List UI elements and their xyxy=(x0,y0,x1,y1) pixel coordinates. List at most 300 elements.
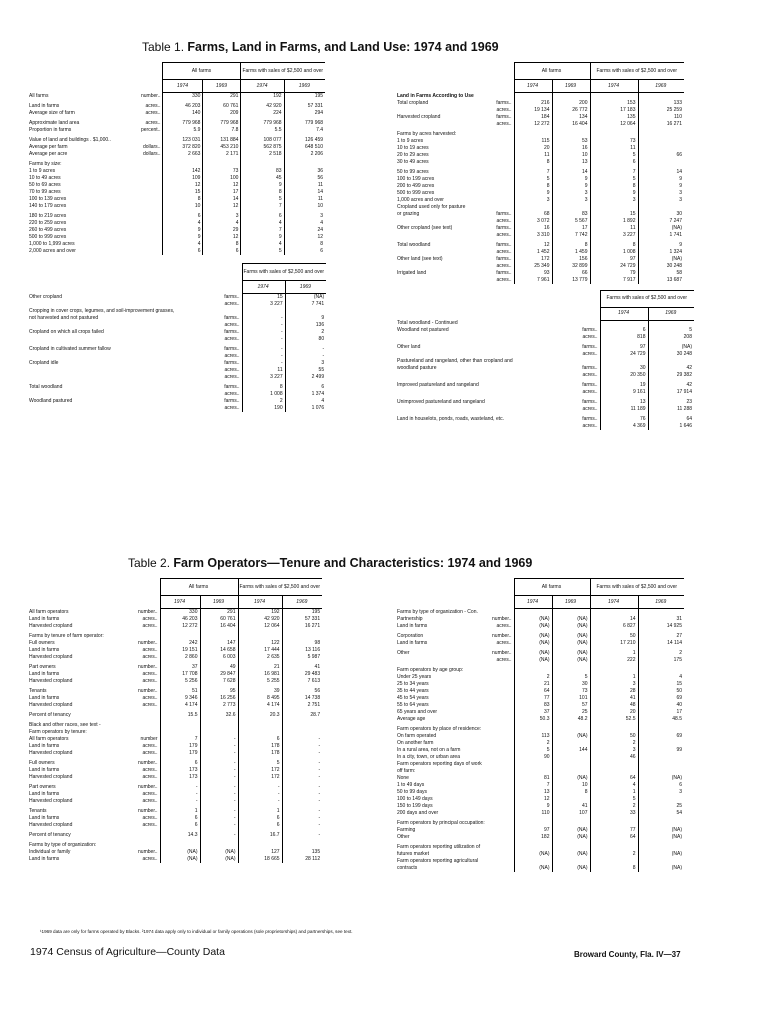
cell-value: (NA) xyxy=(160,849,200,856)
cell-value xyxy=(590,93,638,100)
table-row xyxy=(396,382,694,389)
cell-value: 6 xyxy=(241,213,284,220)
cell-value: 64 xyxy=(648,416,694,423)
row-label: Farms by type of organization: xyxy=(29,842,97,848)
row-label xyxy=(396,218,486,225)
table-row xyxy=(28,671,322,678)
cell-value: 14 xyxy=(203,196,241,203)
table-row xyxy=(28,353,326,360)
cell-value xyxy=(552,844,590,851)
cell-value: 60 761 xyxy=(203,103,241,110)
row-label xyxy=(28,353,196,360)
table-row xyxy=(396,740,684,747)
row-unit xyxy=(486,834,514,841)
year-header xyxy=(28,596,322,609)
cell-value: 7.4 xyxy=(284,127,325,134)
cell-value xyxy=(590,858,638,865)
cell-value: 3 xyxy=(590,681,638,688)
row-label xyxy=(396,351,574,358)
cell-value: 1 646 xyxy=(648,423,694,430)
cell-value xyxy=(552,858,590,865)
cell-value: 9 346 xyxy=(160,695,200,702)
cell-value: 5 xyxy=(590,176,638,183)
year-label: 1974 xyxy=(242,281,285,294)
table-row xyxy=(28,161,325,168)
cell-value: 11 288 xyxy=(648,406,694,413)
cell-value: (NA) xyxy=(638,865,684,872)
data-table xyxy=(396,290,694,431)
cell-value: (NA) xyxy=(552,657,590,664)
row-unit xyxy=(486,197,514,204)
row-unit xyxy=(486,820,514,827)
table-row xyxy=(396,114,684,121)
cell-value: 5 256 xyxy=(160,678,200,685)
row-label: Woodland not pastured xyxy=(397,327,449,333)
table-row xyxy=(28,196,325,203)
cell-value: 779 968 xyxy=(163,120,203,127)
table-row xyxy=(28,137,325,144)
row-label: Harvested cropland xyxy=(29,702,73,708)
row-label: Farm operators by place of residence: xyxy=(397,725,482,732)
row-unit: number.. xyxy=(138,849,158,855)
cell-value: 1 324 xyxy=(638,249,684,256)
row-unit: number.. xyxy=(138,784,158,790)
row-unit: acres.. xyxy=(142,767,158,773)
cell-value: 3 227 xyxy=(590,232,638,239)
row-unit: acres.. xyxy=(582,423,598,429)
table-row xyxy=(396,650,684,657)
cell-value: 15 xyxy=(638,681,684,688)
table-row xyxy=(396,851,684,858)
cell-value: 53 xyxy=(552,138,590,145)
cell-value: - xyxy=(238,791,282,798)
row-unit: number.. xyxy=(141,92,161,99)
cell-value: - xyxy=(200,774,238,781)
table-row xyxy=(396,121,684,128)
cell-value: - xyxy=(200,815,238,822)
row-label: Harvested cropland xyxy=(29,654,73,660)
cell-value: 142 xyxy=(163,168,203,175)
row-label: In a rural area, not on a farm xyxy=(397,746,461,753)
column-group-label: Farms with sales of $2,500 and over xyxy=(242,264,326,281)
cell-value xyxy=(600,358,648,365)
cell-value: 178 xyxy=(238,750,282,757)
cell-value: 80 xyxy=(285,336,326,343)
table-row xyxy=(396,609,684,616)
table-row xyxy=(28,360,326,367)
table-row xyxy=(396,782,684,789)
row-label: Woodland pastured xyxy=(29,398,73,404)
table-row xyxy=(28,93,325,101)
cell-value xyxy=(638,740,684,747)
footer-page-id: Broward County, Fla. IV—37 xyxy=(574,950,681,959)
row-label: 150 to 199 days xyxy=(397,802,433,809)
cell-value: 175 xyxy=(638,657,684,664)
row-label: All farms xyxy=(29,92,49,99)
cell-value: 13 779 xyxy=(552,277,590,284)
cell-value: 12 xyxy=(203,203,241,210)
row-unit xyxy=(136,712,160,719)
cell-value: 6 xyxy=(163,213,203,220)
cell-value: 42 920 xyxy=(241,103,284,110)
cell-value: 17 914 xyxy=(648,389,694,396)
cell-value: 11 xyxy=(590,145,638,152)
cell-value: 172 xyxy=(514,256,552,263)
year-label: 1969 xyxy=(638,80,684,93)
row-label: 50 to 99 days xyxy=(397,788,428,795)
table-row xyxy=(28,103,325,110)
cell-value: 5 xyxy=(238,760,282,767)
row-label xyxy=(28,301,196,308)
cell-value: 66 xyxy=(552,270,590,277)
year-label: 1969 xyxy=(285,281,326,294)
cell-value: 20 350 xyxy=(600,372,648,379)
row-label xyxy=(28,322,196,329)
row-label: Land in Farms According to Use xyxy=(397,92,474,99)
cell-value: 25 xyxy=(638,803,684,810)
row-unit xyxy=(486,190,514,197)
row-unit: acres.. xyxy=(496,231,512,238)
cell-value: 779 968 xyxy=(284,120,325,127)
row-unit: acres.. xyxy=(582,389,598,395)
row-label: Average size of farm xyxy=(29,110,75,116)
table-row xyxy=(396,667,684,674)
cell-value: 172 xyxy=(238,767,282,774)
table1-left-panel xyxy=(28,62,326,412)
row-unit: number.. xyxy=(138,640,158,646)
cell-value: 5 xyxy=(514,176,552,183)
cell-value xyxy=(160,729,200,736)
cell-value: 12 064 xyxy=(590,121,638,128)
cell-value: 7 xyxy=(514,782,552,789)
cell-value: 83 xyxy=(552,211,590,218)
cell-value: - xyxy=(285,346,326,353)
cell-value: 30 xyxy=(638,211,684,218)
table-row xyxy=(28,213,325,220)
cell-value: (NA) xyxy=(552,775,590,782)
cell-value: 97 xyxy=(600,344,648,351)
row-unit: number.. xyxy=(492,649,512,656)
cell-value xyxy=(514,131,552,138)
cell-value: 113 xyxy=(514,733,552,740)
table-row xyxy=(396,131,684,138)
cell-value: 8 495 xyxy=(238,695,282,702)
column-group-header xyxy=(396,579,684,596)
table-row xyxy=(396,232,684,239)
table-row xyxy=(28,120,325,127)
cell-value: 17 183 xyxy=(590,107,638,114)
table-row xyxy=(28,227,325,234)
cell-value: 21 xyxy=(514,681,552,688)
table-row xyxy=(396,423,694,430)
row-unit xyxy=(486,204,514,211)
row-unit: farms.. xyxy=(496,255,512,262)
cell-value: 8 xyxy=(514,183,552,190)
row-label: Harvested cropland xyxy=(29,774,73,780)
table-row xyxy=(28,678,322,685)
cell-value: 6 xyxy=(284,248,325,255)
cell-value xyxy=(638,204,684,211)
cell-value: 4 369 xyxy=(600,423,648,430)
cell-value: 29 483 xyxy=(282,671,322,678)
cell-value: 4 xyxy=(163,220,203,227)
table-row xyxy=(396,820,684,827)
cell-value: 144 xyxy=(552,747,590,754)
year-label: 1969 xyxy=(282,596,322,609)
row-unit: number.. xyxy=(138,608,158,615)
column-group-label: All farms xyxy=(514,579,590,596)
row-label: 20 to 29 acres xyxy=(397,151,429,158)
cell-value: 83 xyxy=(241,168,284,175)
row-unit: acres.. xyxy=(145,110,161,116)
table-row xyxy=(28,640,322,647)
row-unit: acres.. xyxy=(224,405,240,411)
row-unit xyxy=(136,633,160,640)
cell-value: 9 xyxy=(241,182,284,189)
row-label xyxy=(396,263,486,270)
cell-value: 1 452 xyxy=(514,249,552,256)
cell-value: 29 xyxy=(203,227,241,234)
row-unit: farms.. xyxy=(496,210,512,217)
row-label: Improved pastureland and rangeland xyxy=(397,382,479,388)
row-unit xyxy=(486,851,514,858)
header-spacer xyxy=(396,80,514,93)
cell-value: 97 xyxy=(514,827,552,834)
table-row xyxy=(28,832,322,839)
cell-value: (NA) xyxy=(638,256,684,263)
cell-value: 3 xyxy=(552,197,590,204)
cell-value xyxy=(514,858,552,865)
cell-value: 56 xyxy=(282,688,322,695)
table-row xyxy=(396,688,684,695)
row-unit: acres.. xyxy=(145,120,161,126)
row-label: Harvested cropland xyxy=(397,113,441,120)
cell-value: 14 738 xyxy=(282,695,322,702)
row-unit: acres.. xyxy=(142,856,158,862)
table-row xyxy=(396,100,684,107)
cell-value: 8 xyxy=(163,196,203,203)
row-unit: acres.. xyxy=(142,822,158,828)
cell-value: 13 xyxy=(552,159,590,166)
cell-value: 3 310 xyxy=(514,232,552,239)
cell-value xyxy=(282,633,322,640)
year-header xyxy=(396,80,684,93)
row-label: Corporation xyxy=(397,632,424,639)
row-label xyxy=(28,405,196,412)
cell-value xyxy=(552,740,590,747)
row-label: 500 to 999 acres xyxy=(29,234,67,240)
cell-value: 5 567 xyxy=(552,218,590,225)
column-group-header xyxy=(396,290,694,307)
cell-value: 8 xyxy=(203,241,241,248)
table-row xyxy=(396,218,684,225)
year-label: 1969 xyxy=(648,307,694,320)
cell-value xyxy=(638,820,684,827)
cell-value: 184 xyxy=(514,114,552,121)
cell-value: 7 613 xyxy=(282,678,322,685)
cell-value: 208 xyxy=(648,334,694,341)
cell-value: 90 xyxy=(514,754,552,761)
year-label: 1969 xyxy=(200,596,238,609)
row-unit xyxy=(196,308,242,315)
cell-value: 95 xyxy=(200,688,238,695)
cell-value: 3 227 xyxy=(242,374,285,381)
row-label: 45 to 54 years xyxy=(397,694,429,701)
row-label: Land in farms xyxy=(29,791,60,797)
table-row xyxy=(28,664,322,671)
table-row xyxy=(28,336,326,343)
cell-value: 5 xyxy=(590,796,638,803)
cell-value: 3 xyxy=(638,197,684,204)
header-spacer xyxy=(28,63,163,80)
row-label: Pastureland and rangeland, other than cropland and xyxy=(397,358,513,364)
year-header xyxy=(28,281,326,294)
table-row xyxy=(28,398,326,405)
cell-value: 16 271 xyxy=(282,623,322,630)
cell-value: 21 xyxy=(238,664,282,671)
cell-value: 2 663 xyxy=(163,151,203,158)
cell-value: 13 116 xyxy=(282,647,322,654)
row-unit xyxy=(140,168,163,175)
cell-value: (NA) xyxy=(514,623,552,630)
row-label: Other xyxy=(397,833,410,840)
row-label: Total cropland xyxy=(397,99,429,106)
row-unit: number.. xyxy=(138,688,158,694)
header-spacer xyxy=(28,579,160,596)
cell-value: 16 404 xyxy=(200,623,238,630)
cell-value: 2 860 xyxy=(160,654,200,661)
cell-value: 16 256 xyxy=(200,695,238,702)
cell-value: 453 210 xyxy=(203,144,241,151)
cell-value: 110 xyxy=(514,810,552,817)
table-row xyxy=(28,842,322,849)
cell-value: 2 xyxy=(242,398,285,405)
cell-value: - xyxy=(242,322,285,329)
cell-value: - xyxy=(242,315,285,322)
cell-value: - xyxy=(282,767,322,774)
row-unit: acres.. xyxy=(496,248,512,255)
cell-value: 242 xyxy=(160,640,200,647)
row-unit: acres.. xyxy=(496,276,512,283)
cell-value: - xyxy=(282,743,322,750)
row-unit xyxy=(486,754,514,761)
cell-value: 14 xyxy=(552,169,590,176)
cell-value: 818 xyxy=(600,334,648,341)
data-table xyxy=(396,578,684,872)
year-label: 1974 xyxy=(514,80,552,93)
table-row xyxy=(396,834,684,841)
cell-value: 4 xyxy=(638,674,684,681)
cell-value xyxy=(638,138,684,145)
cell-value: 49 xyxy=(200,664,238,671)
cell-value: 68 xyxy=(514,211,552,218)
row-label: Farm operators reporting agricultural xyxy=(397,857,479,864)
table-row xyxy=(396,263,684,270)
cell-value: 10 xyxy=(552,782,590,789)
cell-value: - xyxy=(282,798,322,805)
cell-value: 27 xyxy=(638,633,684,640)
cell-value xyxy=(200,633,238,640)
cell-value: 156 xyxy=(552,256,590,263)
row-label: Land in farms xyxy=(29,743,60,749)
year-label: 1969 xyxy=(638,596,684,609)
cell-value: 64 xyxy=(590,775,638,782)
cell-value: 3 xyxy=(552,190,590,197)
cell-value: (NA) xyxy=(638,851,684,858)
row-unit xyxy=(486,803,514,810)
cell-value: 32.6 xyxy=(200,712,238,719)
year-label: 1974 xyxy=(590,80,638,93)
cell-value: 37 xyxy=(514,709,552,716)
row-label: 1,000 acres and over xyxy=(397,196,444,203)
row-label: Cropland idle xyxy=(29,360,59,366)
cell-value: 4 xyxy=(284,220,325,227)
cell-value xyxy=(514,844,552,851)
row-label xyxy=(396,657,486,664)
row-unit xyxy=(486,609,514,616)
cell-value: 7 628 xyxy=(200,678,238,685)
column-group-label: Farms with sales of $2,500 and over xyxy=(241,63,325,80)
row-unit: acres.. xyxy=(224,322,240,328)
table-row xyxy=(28,760,322,767)
footer-publication: 1974 Census of Agriculture—County Data xyxy=(30,946,225,958)
cell-value xyxy=(552,796,590,803)
row-unit: farms.. xyxy=(224,346,240,352)
cell-value xyxy=(590,768,638,775)
cell-value: (NA) xyxy=(514,640,552,647)
table-row xyxy=(396,277,684,284)
row-label: 70 to 99 acres xyxy=(29,189,61,195)
cell-value: 6 xyxy=(160,760,200,767)
table-row xyxy=(28,189,325,196)
row-unit xyxy=(140,189,163,196)
cell-value: 5 xyxy=(241,248,284,255)
row-label: Average per farm xyxy=(29,144,68,150)
cell-value: 182 xyxy=(514,834,552,841)
header-spacer xyxy=(28,596,160,609)
cell-value: 9 xyxy=(552,183,590,190)
cell-value: - xyxy=(282,760,322,767)
row-label: 65 years and over xyxy=(397,708,438,715)
table-row xyxy=(28,822,322,829)
row-unit: farms.. xyxy=(224,360,240,366)
column-group-label: Farms with sales of $2,500 and over xyxy=(590,579,684,596)
row-label: Farm operators by age group: xyxy=(397,666,464,673)
row-unit xyxy=(486,844,514,851)
table-row xyxy=(396,169,684,176)
cell-value: 1 xyxy=(590,650,638,657)
row-label: 1,000 to 1,999 acres xyxy=(29,241,75,247)
row-label: Land in farms xyxy=(29,647,60,653)
cell-value: 178 xyxy=(238,743,282,750)
cell-value: 8 xyxy=(241,189,284,196)
cell-value: - xyxy=(160,791,200,798)
cell-value: 9 xyxy=(638,176,684,183)
table-row xyxy=(396,399,694,406)
cell-value: 372 820 xyxy=(163,144,203,151)
cell-value: 81 xyxy=(514,775,552,782)
table-row xyxy=(396,716,684,723)
cell-value: 79 xyxy=(590,270,638,277)
row-unit xyxy=(486,169,514,176)
table-row xyxy=(28,322,326,329)
table-row xyxy=(396,810,684,817)
cell-value: 77 xyxy=(514,695,552,702)
cell-value: 73 xyxy=(203,168,241,175)
row-label: Percent of tenancy xyxy=(29,712,71,718)
cell-value: 3 xyxy=(285,360,326,367)
row-label xyxy=(396,277,486,284)
